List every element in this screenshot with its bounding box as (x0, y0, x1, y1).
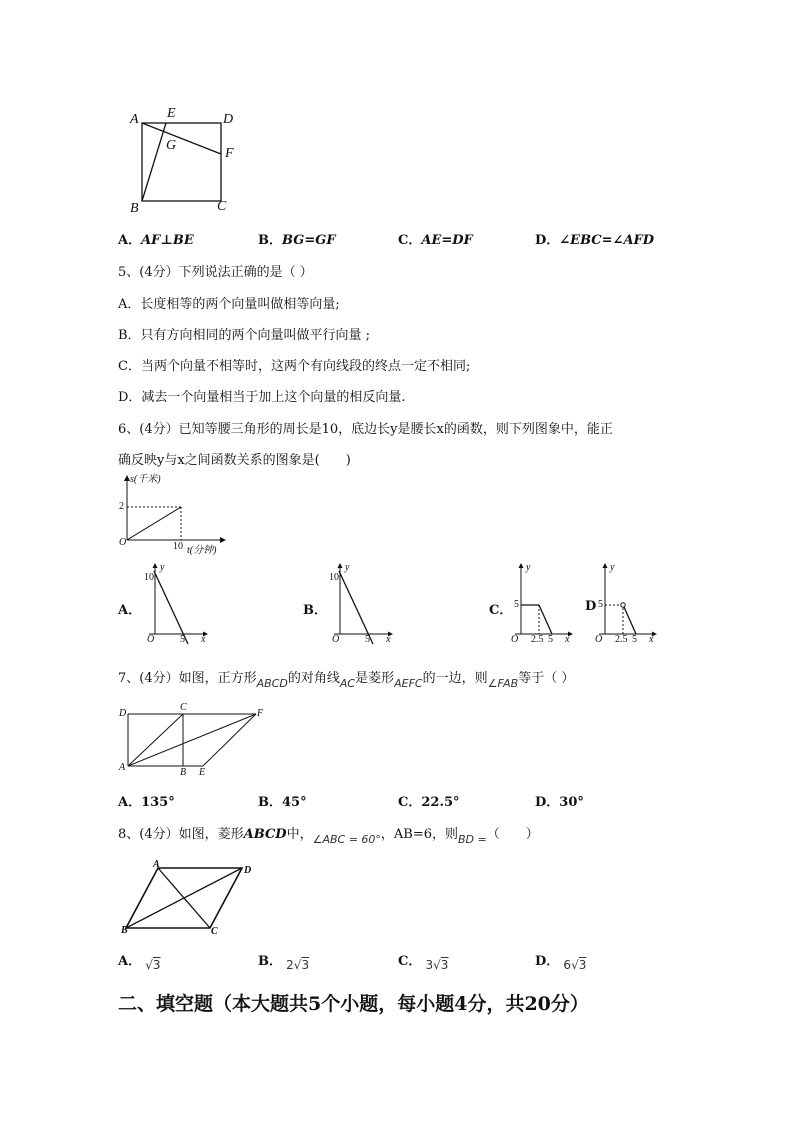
q7-option-d (535, 791, 584, 810)
q6-example-xtick: 10 (173, 541, 183, 552)
option-letter: C． (398, 795, 422, 810)
radicand: 3 (440, 958, 449, 972)
coefficient: 6 (563, 958, 572, 972)
option-letter: A． (118, 233, 142, 248)
q7-stem-a: 7、(4分）如图，正方形 (118, 671, 257, 686)
option-letter: D． (535, 954, 560, 969)
q7-stem-d: 的一边，则 (422, 671, 488, 686)
radicand: 3 (578, 958, 587, 972)
q6-example-xlabel: t(分钟) (187, 545, 217, 556)
q6-option-d-origin: O (595, 634, 603, 645)
option-value (286, 958, 309, 972)
q7-formula-abcd: ABCD (256, 677, 288, 690)
q6-option-c-letter: C． (489, 603, 513, 618)
q7-label-c: C (180, 702, 187, 713)
q6-stem-line1: 6、(4分）已知等腰三角形的周长是10，底边长y是腰长x的函数，则下列图象中，能正 (118, 422, 613, 437)
option-letter: C． (398, 954, 422, 969)
q4-option-a (118, 229, 194, 248)
q8-label-a: A (153, 859, 160, 870)
q7-stem (118, 667, 575, 690)
q6-option-a-xtick: 5 (180, 634, 185, 645)
q4-label-b: B (130, 201, 139, 216)
q4-label-c: C (217, 199, 227, 214)
option-text: 45° (282, 795, 307, 810)
option-text: 22.5° (421, 795, 460, 810)
option-value (426, 958, 449, 972)
q8-label-d: D (244, 865, 252, 876)
q4-label-e: E (167, 106, 176, 121)
q6-option-a-xaxis: x (201, 634, 206, 645)
q5-option-c: C．当两个向量不相等时，这两个有向线段的终点一定不相同; (118, 359, 471, 374)
q7-label-d: D (119, 708, 127, 719)
q6-option-d-ytick: 5 (598, 599, 603, 610)
q7-option-a (118, 791, 175, 810)
q8-stem-a: 8、(4分）如图，菱形 (118, 827, 244, 842)
radicand: 3 (152, 958, 161, 972)
q7-formula-ac: AC (339, 677, 356, 690)
q6-option-d-xtick1: 2.5 (615, 634, 628, 645)
q7-label-e: E (199, 767, 206, 778)
q7-label-b: B (180, 767, 187, 778)
coefficient: 2 (286, 958, 294, 972)
radical-sign: √ (145, 958, 153, 972)
q7-figure (118, 705, 268, 780)
q6-option-b-origin: O (332, 634, 340, 645)
coefficient: 3 (425, 958, 434, 972)
option-letter: B． (258, 233, 282, 248)
q8-name: ABCD (243, 827, 287, 842)
radical-sign: √ (571, 958, 579, 972)
q8-stem-b: 中， (286, 827, 313, 842)
q6-option-a-yaxis: y (160, 562, 165, 573)
q7-formula-aefc: AEFC (394, 677, 423, 690)
q5-stem: 5、(4分）下列说法正确的是（ ） (118, 265, 313, 280)
q4-label-a: A (130, 112, 139, 127)
option-letter: A． (118, 795, 142, 810)
q7-option-c (398, 791, 460, 810)
option-letter: D． (535, 795, 560, 810)
q7-label-a: A (119, 762, 126, 773)
q6-option-c-yaxis: y (526, 562, 531, 573)
q4-label-d: D (223, 112, 234, 127)
q6-option-d-xtick2: 5 (632, 634, 637, 645)
q7-stem-c: 是菱形 (355, 671, 395, 686)
q6-option-d-letter: D (585, 599, 597, 614)
q8-option-d (535, 950, 587, 972)
q4-option-b (258, 229, 336, 248)
q8-label-b: B (121, 925, 128, 936)
q4-label-g: G (166, 138, 177, 153)
q6-option-b-yaxis: y (345, 562, 350, 573)
q6-stem-line2: 确反映y与x之间函数关系的图象是( ) (118, 453, 351, 468)
q8-formula-angle: ∠ABC = 60° (312, 833, 381, 846)
option-text: AE=DF (421, 233, 473, 248)
q6-option-c-xtick2: 5 (548, 634, 553, 645)
q8-label-c: C (211, 926, 218, 937)
q8-option-b (258, 950, 310, 972)
option-text: 135° (141, 795, 175, 810)
q8-option-c (398, 950, 449, 972)
q8-figure (118, 858, 253, 938)
q6-option-b-xtick: 5 (365, 634, 370, 645)
q6-example-ylabel: s(千米) (130, 474, 161, 485)
q7-stem-e: 等于（ ） (518, 671, 575, 686)
q7-stem-b: 的对角线 (287, 671, 340, 686)
q6-option-a-origin: O (147, 634, 155, 645)
option-value (563, 958, 586, 972)
q8-formula-bd: BD = (458, 833, 487, 846)
radical-sign: √ (433, 958, 441, 972)
q8-stem-d: （ ） (486, 827, 539, 842)
q6-option-b-ytick: 10 (329, 572, 339, 583)
option-text: BG=GF (282, 233, 336, 248)
q8-stem-c: ，AB=6，则 (380, 827, 459, 842)
q6-option-c-origin: O (511, 634, 519, 645)
option-text: 30° (559, 795, 584, 810)
q6-option-c-ytick: 5 (514, 599, 519, 610)
q6-option-d-yaxis: y (610, 562, 615, 573)
q6-option-a-letter: A． (118, 603, 142, 618)
option-letter: D． (535, 233, 560, 248)
radical-sign: √ (293, 958, 302, 972)
q8-option-a (118, 950, 161, 972)
option-value (145, 958, 160, 972)
q6-option-a-ytick: 10 (144, 572, 154, 583)
q7-option-b (258, 791, 307, 810)
q6-option-b-xaxis: x (386, 634, 391, 645)
q6-example-ytick: 2 (119, 501, 124, 512)
q6-option-c-xaxis: x (565, 634, 570, 645)
option-letter: C． (398, 233, 422, 248)
radicand: 3 (301, 958, 310, 972)
q4-label-f: F (225, 146, 234, 161)
q7-formula-fab: ∠FAB (487, 677, 519, 690)
q6-example-origin: O (119, 537, 127, 548)
q6-option-b-letter: B． (303, 603, 327, 618)
q4-option-d (535, 229, 654, 248)
q6-option-c-xtick1: 2.5 (531, 634, 544, 645)
q5-option-b: B．只有方向相同的两个向量叫做平行向量 ; (118, 328, 371, 343)
option-text: AF⊥BE (141, 233, 194, 248)
option-letter: A． (118, 954, 142, 969)
q7-label-f: F (257, 708, 264, 719)
q5-option-a: A．长度相等的两个向量叫做相等向量; (118, 297, 340, 312)
section2-heading: 二、填空题（本大题共5个小题，每小题4分，共20分） (118, 993, 589, 1015)
q8-stem (118, 823, 539, 846)
option-letter: B． (258, 795, 282, 810)
option-letter: B． (258, 954, 282, 969)
option-text: ∠EBC=∠AFD (559, 233, 655, 248)
q5-option-d: D．减去一个向量相当于加上这个向量的相反向量. (118, 390, 406, 405)
q4-option-c (398, 229, 473, 248)
q6-option-d-xaxis: x (649, 634, 654, 645)
